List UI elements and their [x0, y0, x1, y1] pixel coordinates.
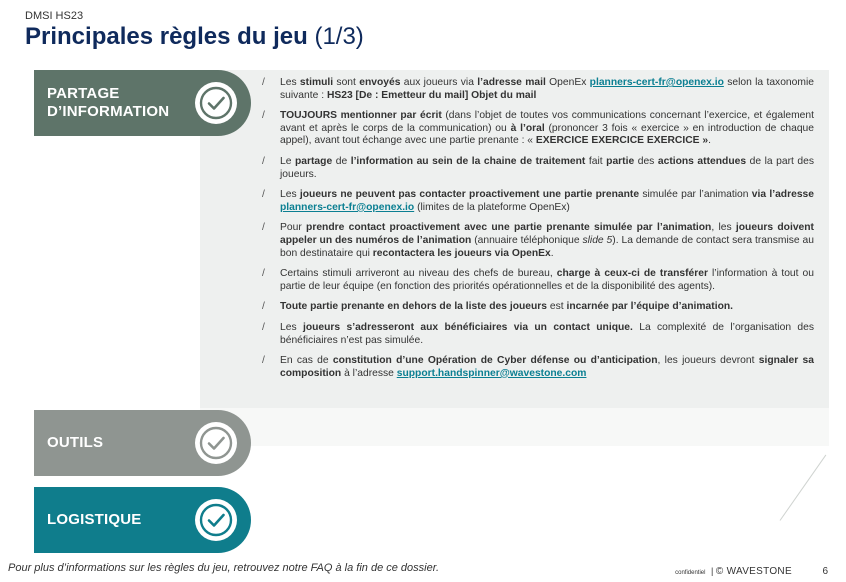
rule-text: simulée par l’animation [639, 189, 752, 201]
tab-partage-label [47, 85, 169, 121]
rule-text-bold: constitution d’une Opération de Cyber défense ou d’anticipation [332, 355, 658, 367]
rule-text-bold: prendre contact proactivement avec une partie prenante simulée par l’animation [306, 222, 712, 234]
rule-text: , les joueurs devront [657, 355, 759, 367]
rule-item [262, 156, 814, 181]
rule-item [262, 355, 814, 380]
email-link[interactable]: support.handspinner@wavestone.com [396, 367, 587, 379]
rule-text-bold: incarnée par l’équipe d’animation. [566, 301, 734, 313]
rule-item [262, 301, 814, 314]
bullet-slash-icon: / [262, 355, 265, 367]
decorative-line [780, 455, 827, 521]
confidential-label: confidentiel [675, 570, 706, 576]
rule-text: des [634, 155, 658, 167]
rule-text: (limites de la plateforme OpenEx) [414, 201, 570, 213]
rule-item [262, 222, 814, 260]
rule-text-bold: envoyés [359, 77, 401, 88]
rule-text: aux joueurs via [400, 77, 478, 88]
rule-text-bold: Toute partie prenante en dehors de la liste des joueurs [280, 301, 548, 313]
page-title-suffix: (1/3) [314, 23, 364, 50]
rule-item [262, 322, 814, 347]
tab-partage-information[interactable] [34, 70, 251, 136]
rule-text-bold: joueurs doivent appeler un des numéros de l’animation [280, 222, 814, 246]
rule-text-bold: EXERCICE EXERCICE EXERCICE » [535, 135, 709, 147]
email-link[interactable]: planners-cert-fr@openex.io [589, 77, 724, 88]
rule-item [262, 77, 814, 102]
rule-text: selon la taxonomie suivante : [280, 77, 814, 101]
rule-text-bold: HS23 [De : Emetteur du mail] Objet du mail [326, 89, 537, 101]
rules-panel-extension [200, 408, 829, 446]
page-title-main: Principales règles du jeu [25, 23, 308, 50]
rule-text-bold: signaler sa composition [280, 355, 815, 379]
tab-outils[interactable] [34, 410, 251, 476]
rule-text: , les [711, 222, 736, 234]
bullet-slash-icon: / [262, 301, 265, 313]
bullet-slash-icon: / [262, 189, 265, 201]
rule-text-bold: joueurs ne peuvent pas contacter proactivement une partie prenante [299, 189, 640, 201]
rule-text: fait [585, 155, 607, 167]
rule-text: de [332, 155, 351, 167]
rule-text-bold: stimuli [299, 77, 334, 88]
header-eyebrow: DMSI HS23 [25, 10, 84, 22]
rule-text-bold: recontactera les joueurs via OpenEx [372, 247, 551, 259]
rule-text: Les [280, 189, 300, 201]
check-circle-icon [195, 82, 237, 124]
rule-text: est [547, 301, 567, 313]
bullet-slash-icon: / [262, 110, 265, 122]
footer-note: Pour plus d’informations sur les règles du jeu, retrouvez notre FAQ à la fin de ce dossier. [8, 562, 440, 574]
tab-outils-label: OUTILS [47, 434, 104, 451]
rule-text-bold: via l’adresse [751, 189, 815, 201]
rule-text: OpenEx [545, 77, 590, 88]
rule-text: l’information à tout ou partie de leur équipe (en fonction des priorités opérationnelles et de la disponibilité des agents). [280, 268, 815, 292]
rule-text-bold: TOUJOURS mentionner par écrit [280, 110, 442, 122]
email-link[interactable]: planners-cert-fr@openex.io [280, 201, 415, 213]
rule-text-bold: charge à ceux-ci de transférer [556, 268, 708, 280]
rule-text: de la part des joueurs. [280, 155, 814, 180]
rule-text: La complexité de l’organisation des bénéficiaires n’est pas simulée. [280, 321, 814, 346]
bullet-slash-icon: / [262, 77, 265, 88]
rule-item [262, 110, 814, 148]
rule-text-bold: actions attendues [657, 155, 747, 167]
tab-logistique-label: LOGISTIQUE [47, 511, 142, 528]
tab-logistique[interactable] [34, 487, 251, 553]
rule-text: Pour [280, 222, 307, 234]
rule-text: ). La demande de contact sera transmise au bon destinataire qui [280, 234, 815, 259]
page-number: 6 [822, 566, 828, 577]
rule-text-bold: à l’oral [510, 122, 545, 134]
rule-text: (dans l’objet de toutes vos communications concernant l’exercice, et également avant et après le corps de la communication) ou [280, 110, 814, 134]
wavestone-logo: © WAVESTONE [715, 566, 792, 577]
check-circle-icon [195, 499, 237, 541]
rule-text: sont [333, 77, 360, 88]
rules-list [262, 77, 814, 388]
rule-text: . [708, 135, 711, 147]
footer-brand-area [675, 566, 828, 577]
rule-item [262, 189, 814, 214]
rule-text: Le [280, 155, 295, 167]
check-circle-icon [195, 422, 237, 464]
rule-text: . [550, 247, 554, 259]
bullet-slash-icon: / [262, 155, 265, 167]
rule-text-bold: partie [606, 155, 635, 167]
rule-text-bold: joueurs s’adresseront aux bénéficiaires via un contact unique. [302, 321, 633, 333]
rule-text: En cas de [280, 355, 333, 367]
rule-text-italic: slide 5 [582, 234, 613, 246]
footer-separator: | [711, 566, 714, 576]
rule-text: Les [280, 77, 300, 88]
rule-item [262, 268, 814, 293]
rule-text: Certains stimuli arriveront au niveau des chefs de bureau, [280, 268, 557, 280]
page-title [25, 23, 364, 51]
tab-partage-label-line1: PARTAGE [47, 85, 120, 102]
bullet-slash-icon: / [262, 222, 265, 234]
rule-text-bold: l’adresse mail [477, 77, 546, 88]
rule-text: Les [280, 321, 303, 333]
rule-text: à l’adresse [341, 367, 397, 379]
rule-text-bold: l’information au sein de la chaine de traitement [350, 155, 586, 167]
rule-text: (prononcer 3 fois « exercice » en introduction de chaque appel), avant tout échange avec une partie prenante : « [280, 122, 814, 147]
bullet-slash-icon: / [262, 268, 265, 280]
rule-text: (annuaire téléphonique [471, 234, 583, 246]
bullet-slash-icon: / [262, 321, 265, 333]
tab-partage-label-line2: D’INFORMATION [47, 103, 170, 120]
rule-text-bold: partage [294, 155, 333, 167]
